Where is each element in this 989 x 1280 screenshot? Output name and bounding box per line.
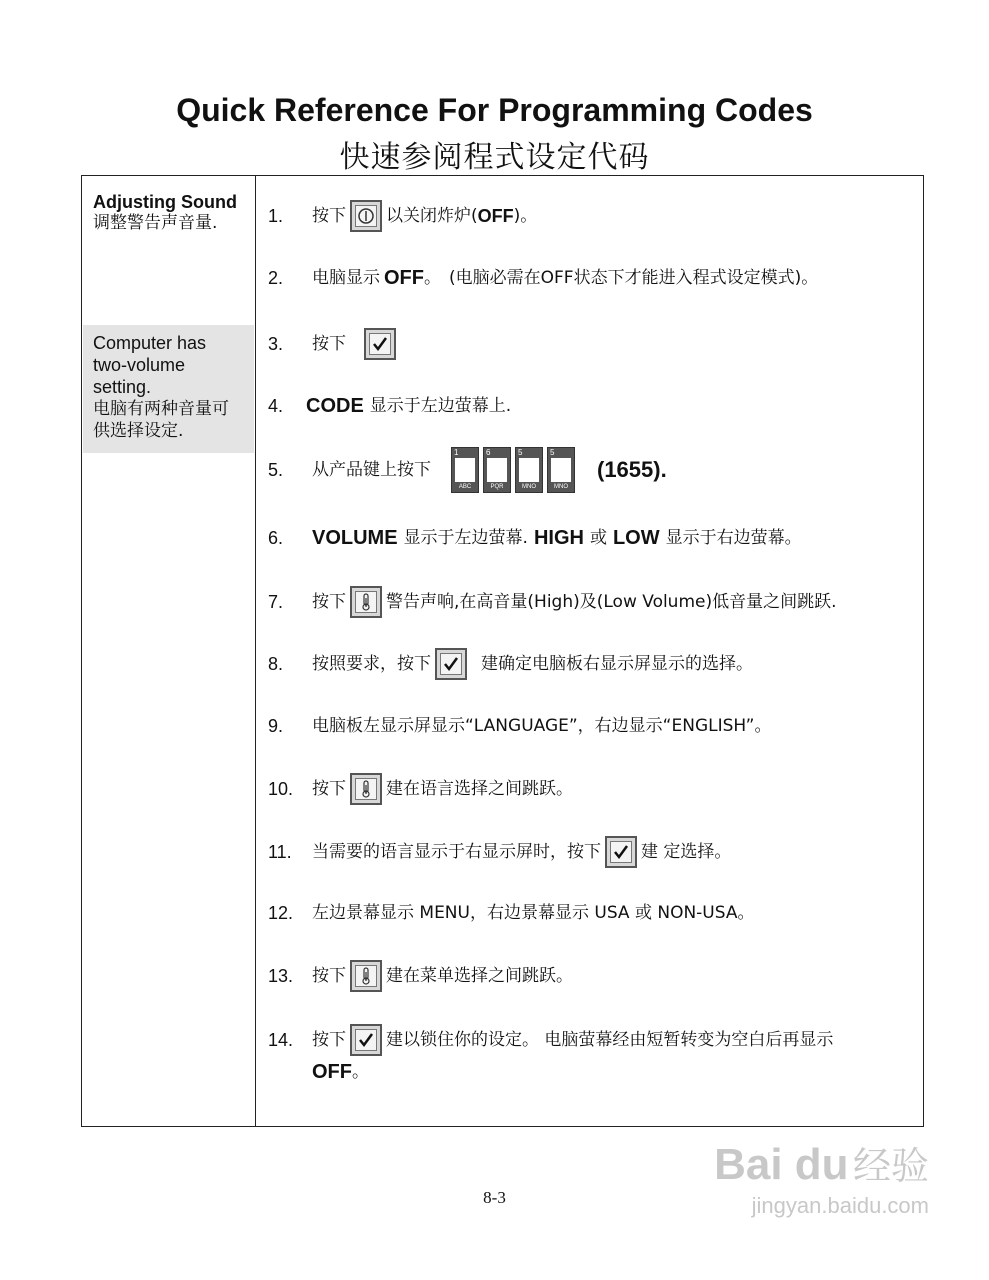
keypad-key-5-icon: 5 MNO xyxy=(547,447,575,493)
step-number: 2. xyxy=(268,268,284,288)
step-number: 12. xyxy=(268,903,294,923)
sidebar-note-en: Computer has two-volume setting. xyxy=(93,333,207,397)
power-button-icon xyxy=(350,200,382,232)
step-number: 3. xyxy=(268,334,284,354)
step-number: 1. xyxy=(268,206,284,226)
checkmark-button-icon xyxy=(364,328,396,360)
step-text: 电脑板左显示屏显示“LANGUAGE”，右边显示“ENGLISH”。 xyxy=(312,716,772,736)
keypad-key-5-icon: 5 MNO xyxy=(515,447,543,493)
step-11 xyxy=(268,836,731,868)
step-2 xyxy=(268,266,818,290)
thermometer-button-icon xyxy=(350,773,382,805)
step-5 xyxy=(268,447,667,493)
step-text: 电脑显示 xyxy=(312,268,380,288)
step-number: 4. xyxy=(268,396,284,416)
keypad-key-6-icon: 6 PQR xyxy=(483,447,511,493)
step-text: 建在菜单选择之间跳跃。 xyxy=(386,966,573,986)
sidebar-heading-en: Adjusting Sound xyxy=(93,192,237,212)
step-number: 11. xyxy=(268,842,292,862)
checkmark-button-icon xyxy=(605,836,637,868)
step-number: 14. xyxy=(268,1030,294,1050)
step-text: 建在语言选择之间跳跃。 xyxy=(386,779,573,799)
step-text: 以关闭炸炉( xyxy=(386,206,478,226)
step-text: 从产品键上按下 xyxy=(312,460,431,480)
step-6 xyxy=(268,526,802,550)
column-divider xyxy=(255,175,256,1127)
step-4 xyxy=(268,394,511,418)
sidebar-heading xyxy=(93,192,253,234)
step-text: 建确定电脑板右显示屏显示的选择。 xyxy=(481,654,753,674)
checkmark-button-icon xyxy=(435,648,467,680)
sidebar-heading-cn: 调整警告声音量. xyxy=(93,213,218,233)
step-9 xyxy=(268,714,771,738)
step-text: 按下 xyxy=(312,206,346,226)
step-emphasis: (1655). xyxy=(597,457,667,482)
thermometer-button-icon xyxy=(350,960,382,992)
sidebar-note xyxy=(83,325,254,453)
watermark xyxy=(714,1135,929,1218)
step-text: 建以锁住你的设定。 电脑萤幕经由短暂转变为空白后再显示 xyxy=(386,1030,834,1050)
thermometer-button-icon xyxy=(350,586,382,618)
step-emphasis: CODE xyxy=(306,395,364,417)
page-title: Quick Reference For Programming Codes xyxy=(176,92,813,128)
step-3 xyxy=(268,328,400,360)
step-number: 7. xyxy=(268,592,284,612)
step-text: 按照要求，按下 xyxy=(312,654,431,674)
step-text: 左边景幕显示 MENU，右边景幕显示 USA 或 NON-USA。 xyxy=(312,903,755,923)
step-13 xyxy=(268,960,573,992)
step-text: 显示于右边萤幕。 xyxy=(665,528,802,548)
step-text: 按下 xyxy=(312,779,346,799)
watermark-cn: 经验 xyxy=(852,1144,929,1188)
step-text: 警告声响,在高音量(High)及(Low Volume)低音量之间跳跃. xyxy=(386,592,837,612)
step-emphasis: HIGH xyxy=(533,527,584,549)
step-14 xyxy=(268,1024,833,1056)
step-10 xyxy=(268,773,573,805)
step-number: 9. xyxy=(268,716,284,736)
step-text: )。 xyxy=(513,206,538,226)
step-emphasis: OFF xyxy=(312,1061,352,1083)
step-1 xyxy=(268,200,537,232)
step-number: 13. xyxy=(268,966,294,986)
step-text: 。 xyxy=(424,268,441,288)
step-14-continued xyxy=(312,1060,369,1084)
sidebar-note-cn: 电脑有两种音量可供选择设定. xyxy=(93,399,229,441)
step-text: 按下 xyxy=(312,1030,346,1050)
step-7 xyxy=(268,586,837,618)
step-text: 显示于左边萤幕上. xyxy=(369,396,512,416)
page-number: 8-3 xyxy=(483,1188,506,1207)
step-12 xyxy=(268,901,755,925)
page-subtitle: 快速参阅程式设定代码 xyxy=(339,140,650,175)
step-text: 。 xyxy=(352,1062,369,1082)
step-text: (电脑必需在OFF状态下才能进入程式设定模式)。 xyxy=(449,268,819,288)
step-text: 当需要的语言显示于右显示屏时，按下 xyxy=(312,842,601,862)
checkmark-button-icon xyxy=(350,1024,382,1056)
step-8 xyxy=(268,648,753,680)
step-text: 按下 xyxy=(312,334,346,354)
watermark-logo: Bai du xyxy=(714,1140,849,1189)
watermark-url: jingyan.baidu.com xyxy=(751,1193,929,1218)
keypad-key-1-icon: 1 ABC xyxy=(451,447,479,493)
step-emphasis: OFF xyxy=(477,206,514,226)
step-emphasis: LOW xyxy=(612,527,660,549)
step-text: 按下 xyxy=(312,592,346,612)
step-text: 按下 xyxy=(312,966,346,986)
step-emphasis: OFF xyxy=(384,267,424,289)
step-text: 或 xyxy=(589,528,607,548)
step-number: 6. xyxy=(268,528,284,548)
step-emphasis: VOLUME xyxy=(312,527,398,549)
step-number: 10. xyxy=(268,779,294,799)
step-number: 5. xyxy=(268,460,284,480)
step-text: 显示于左边萤幕. xyxy=(403,528,528,548)
step-text: 建 定选择。 xyxy=(641,842,732,862)
step-number: 8. xyxy=(268,654,284,674)
